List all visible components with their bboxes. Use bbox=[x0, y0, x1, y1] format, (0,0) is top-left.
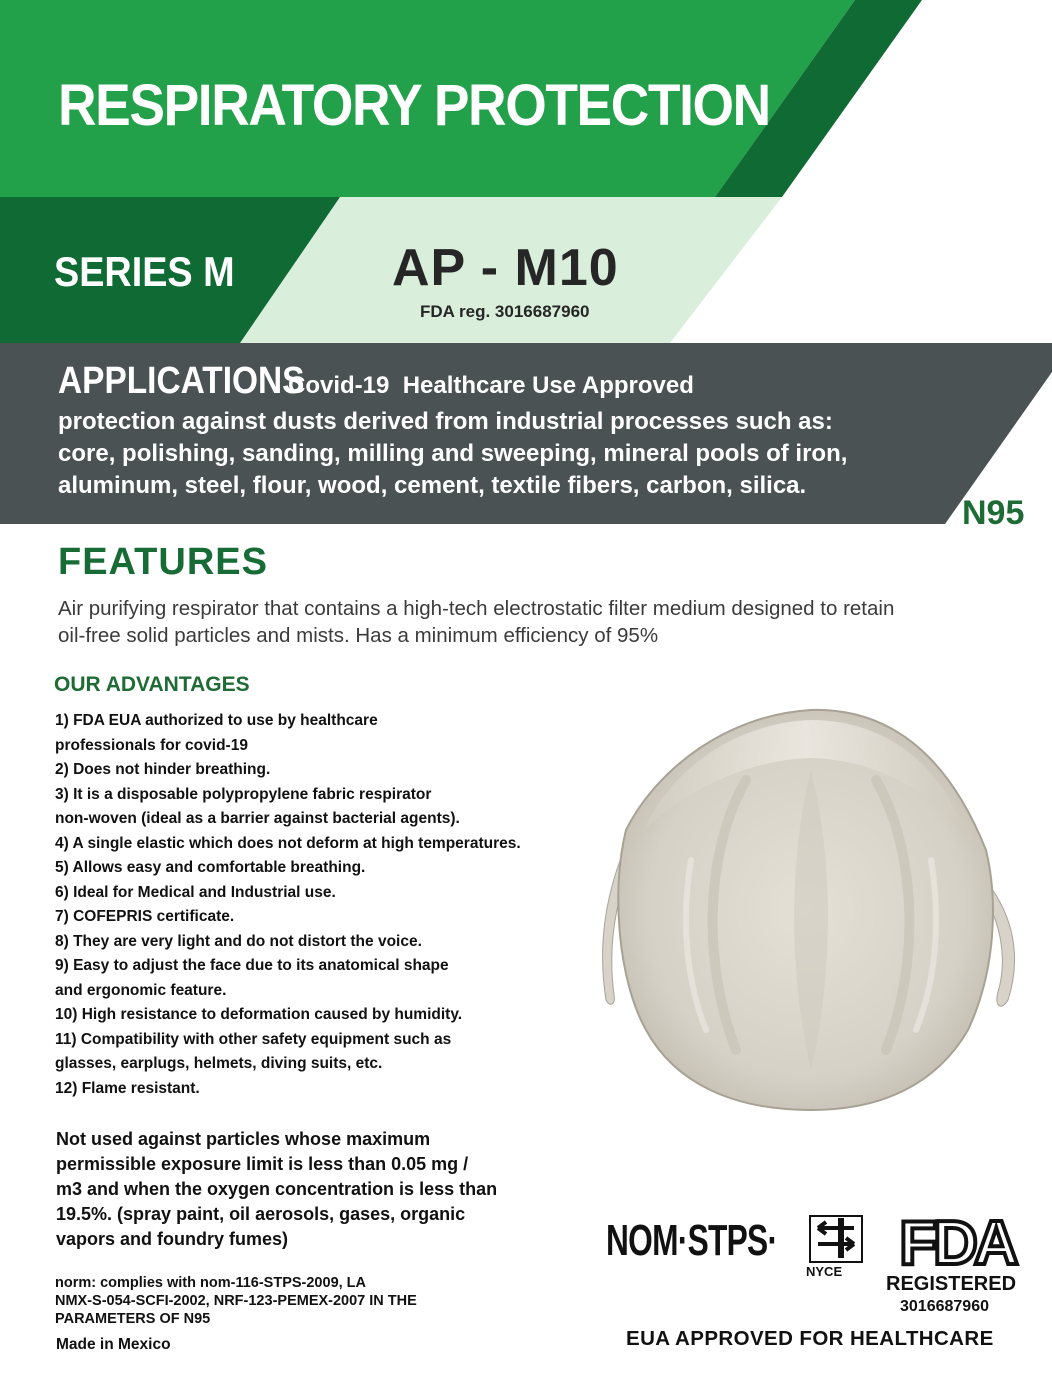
applications-line: core, polishing, sanding, milling and sweeping, mineral pools of iron, bbox=[58, 440, 848, 467]
features-heading: FEATURES bbox=[58, 541, 268, 583]
series-label: SERIES M bbox=[54, 248, 235, 295]
advantage-line: 6) Ideal for Medical and Industrial use. bbox=[55, 883, 336, 901]
advantage-line: 7) COFEPRIS certificate. bbox=[55, 908, 235, 925]
advantage-line: 1) FDA EUA authorized to use by healthcare bbox=[55, 712, 378, 729]
warning-line: m3 and when the oxygen concentration is less than bbox=[56, 1179, 498, 1199]
model-number: AP - M10 bbox=[392, 239, 619, 297]
advantage-line: 8) They are very light and do not distort the voice. bbox=[55, 932, 422, 950]
advantages-heading: OUR ADVANTAGES bbox=[54, 673, 250, 696]
features-line: oil-free solid particles and mists. Has a minimum efficiency of 95% bbox=[58, 624, 659, 647]
norm-compliance bbox=[55, 1274, 555, 1328]
warning-line: vapors and foundry fumes) bbox=[56, 1229, 289, 1249]
advantage-line: non-woven (ideal as a barrier against bacterial agents). bbox=[55, 810, 460, 827]
advantage-line: 12) Flame resistant. bbox=[55, 1079, 200, 1097]
features-description bbox=[58, 595, 1018, 649]
advantage-line: 9) Easy to adjust the face due to its anatomical shape bbox=[55, 957, 449, 974]
advantages-list bbox=[55, 709, 521, 1101]
applications-line: protection against dusts derived from industrial processes such as: bbox=[58, 408, 833, 435]
eua-approval-label: EUA APPROVED FOR HEALTHCARE bbox=[626, 1327, 994, 1350]
usage-warning bbox=[56, 1127, 556, 1252]
advantage-line: 3) It is a disposable polypropylene fabric respirator bbox=[55, 785, 432, 803]
advantage-line: 5) Allows easy and comfortable breathing. bbox=[55, 859, 366, 876]
fda-registration-number: 3016687960 bbox=[900, 1298, 989, 1315]
made-in-label: Made in Mexico bbox=[56, 1336, 171, 1353]
warning-line: Not used against particles whose maximum bbox=[56, 1129, 431, 1149]
norm-line: norm: complies with nom-116-STPS-2009, LA bbox=[55, 1275, 367, 1291]
fda-logo-text: FDA bbox=[899, 1212, 1015, 1270]
norm-line: PARAMETERS OF N95 bbox=[55, 1311, 211, 1327]
n95-badge: N95 bbox=[962, 494, 1025, 532]
applications-text bbox=[58, 406, 958, 502]
applications-subtitle: Covid-19 Healthcare Use Approved bbox=[288, 372, 694, 399]
warning-line: permissible exposure limit is less than 0.05 mg / bbox=[56, 1154, 469, 1174]
applications-heading: APPLICATIONS bbox=[58, 360, 305, 402]
fda-registration: FDA reg. 3016687960 bbox=[420, 302, 590, 321]
nyce-arrows-icon bbox=[808, 1214, 864, 1264]
advantage-line: and ergonomic feature. bbox=[55, 981, 227, 999]
fda-registered-label: REGISTERED bbox=[886, 1273, 1017, 1295]
advantage-line: 11) Compatibility with other safety equipment such as bbox=[55, 1030, 452, 1048]
advantage-line: 2) Does not hinder breathing. bbox=[55, 761, 271, 778]
nyce-label: NYCE bbox=[806, 1264, 843, 1279]
page-title: RESPIRATORY PROTECTION bbox=[58, 73, 770, 138]
n95-mask-image bbox=[596, 700, 1036, 1120]
applications-line: aluminum, steel, flour, wood, cement, textile fibers, carbon, silica. bbox=[58, 472, 807, 499]
fda-logo bbox=[888, 1212, 1026, 1270]
features-line: Air purifying respirator that contains a high-tech electrostatic filter medium designed to retain bbox=[58, 597, 895, 620]
advantage-line: 10) High resistance to deformation caused by humidity. bbox=[55, 1006, 463, 1023]
nom-logo-text: NOM·STPS· bbox=[606, 1216, 778, 1265]
advantage-line: glasses, earplugs, helmets, diving suits, etc. bbox=[55, 1055, 383, 1072]
advantage-line: professionals for covid-19 bbox=[55, 736, 248, 754]
warning-line: 19.5%. (spray paint, oil aerosols, gases, organic bbox=[56, 1204, 466, 1224]
advantage-line: 4) A single elastic which does not deform at high temperatures. bbox=[55, 834, 521, 852]
norm-line: NMX-S-054-SCFI-2002, NRF-123-PEMEX-2007 IN THE bbox=[55, 1293, 417, 1309]
nom-stps-logo bbox=[606, 1212, 868, 1284]
